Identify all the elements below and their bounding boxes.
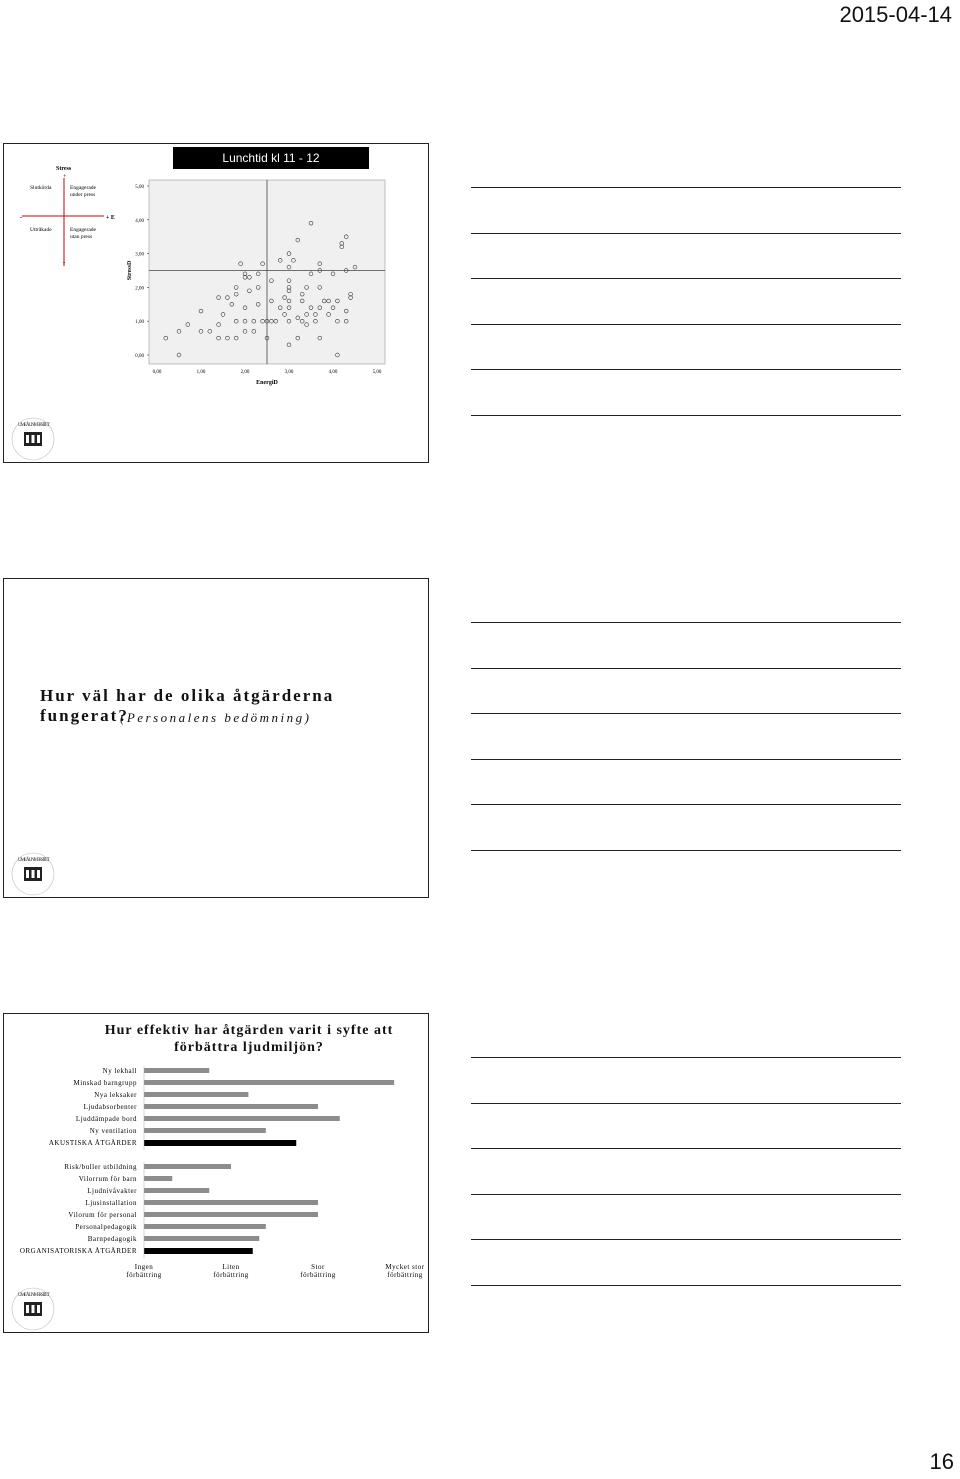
note-line (471, 1103, 901, 1104)
university-logo (10, 1286, 56, 1332)
bar-chart (4, 1058, 430, 1328)
note-line (471, 415, 901, 416)
quadrant-minus-bottom: - (63, 258, 66, 266)
bar (144, 1068, 209, 1073)
bar (144, 1128, 266, 1133)
bar-label: ORGANISATORISKA ÅTGÄRDER (19, 1247, 137, 1255)
note-line (471, 233, 901, 234)
y-axis-label: StressD (127, 260, 133, 281)
slide-2-subtitle: (Personalens bedömning) (120, 710, 312, 725)
bar-label: Ljuddämpade bord (75, 1115, 137, 1123)
note-line (471, 278, 901, 279)
note-line (471, 1057, 901, 1058)
x-tick-label-line2: förbättring (300, 1271, 336, 1279)
y-tick-label: 5,00 (135, 185, 144, 190)
note-line (471, 850, 901, 851)
note-line (471, 804, 901, 805)
quadrant-and-scatter (4, 156, 424, 411)
quadrant-diagram (20, 166, 115, 266)
bar-label: Ny lekhall (102, 1067, 137, 1075)
slide-2 (3, 578, 429, 898)
x-tick-label-line2: förbättring (126, 1271, 162, 1279)
quadrant-cell-1b: under press (70, 192, 96, 198)
slide-1-title: Lunchtid kl 11 - 12 (173, 147, 369, 169)
slide-1 (3, 143, 429, 463)
umea-seal-icon (10, 851, 56, 897)
summary-bar (144, 1248, 253, 1254)
page-number: 16 (929, 1449, 954, 1474)
quadrant-cell-3b: utan press (70, 234, 93, 240)
bar (144, 1164, 231, 1169)
x-tick-label-line1: Liten (222, 1263, 240, 1271)
quadrant-cell-1a: Engagerade (70, 185, 96, 191)
note-line (471, 187, 901, 188)
page-date: 2015-04-14 (839, 2, 952, 27)
bar-label: Ny ventilation (89, 1127, 137, 1135)
bar (144, 1200, 318, 1205)
quadrant-cell-3a: Engagerade (70, 227, 96, 233)
x-tick-label: 2,00 (240, 370, 250, 375)
bar-label: AKUSTISKA ÅTGÄRDER (48, 1139, 137, 1147)
bar-label: Ljusinstallation (85, 1199, 137, 1207)
note-line (471, 1194, 901, 1195)
scatter-plot (127, 180, 385, 386)
bar (144, 1224, 266, 1229)
x-tick-label: 0,00 (152, 370, 162, 375)
x-tick-label: 4,00 (328, 370, 338, 375)
university-logo (10, 851, 56, 897)
slide-2-title: Hur väl har de olika åtgärderna fungerat? (40, 686, 335, 725)
bar (144, 1116, 340, 1121)
x-tick-label: 3,00 (284, 370, 294, 375)
summary-bar (144, 1140, 296, 1146)
y-tick-label: 0,00 (135, 354, 144, 359)
x-tick-label: 5,00 (372, 370, 382, 375)
logo-text: UMEÅ UNIVERSITET (18, 1293, 50, 1298)
slide-3-title-line1: Hur effektiv har åtgärden varit i syfte att (104, 1023, 394, 1038)
slide-3-title (99, 1022, 399, 1056)
x-tick-label: 1,00 (196, 370, 206, 375)
bar-label: Nya leksaker (94, 1091, 137, 1099)
umea-seal-icon (10, 416, 56, 462)
bar (144, 1236, 259, 1241)
y-tick-label: 1,00 (135, 320, 144, 326)
logo-text: UMEÅ UNIVERSITET (18, 423, 50, 428)
y-tick-label: 3,00 (135, 252, 144, 258)
x-tick-label-line1: Ingen (134, 1263, 154, 1271)
note-line (471, 713, 901, 714)
bar-label: Ljudnivåvakter (87, 1187, 137, 1195)
y-tick-label: 4,00 (135, 218, 144, 224)
bar (144, 1092, 248, 1097)
note-line (471, 1285, 901, 1286)
logo-text: UMEÅ UNIVERSITET (18, 858, 50, 863)
bar (144, 1104, 318, 1109)
note-line (471, 622, 901, 623)
bar (144, 1188, 209, 1193)
y-tick-label: 2,00 (135, 286, 144, 292)
x-tick-label-line2: förbättring (387, 1271, 423, 1279)
quadrant-minus-left: - (20, 213, 23, 221)
x-axis-label: EnergiD (256, 380, 278, 386)
x-tick-label-line1: Mycket stor (385, 1263, 425, 1271)
quadrant-right-label: + E (106, 215, 115, 221)
quadrant-plus-top: + (63, 174, 67, 180)
bar (144, 1080, 394, 1085)
bar-label: Ljudabsorbenter (83, 1103, 137, 1111)
note-line (471, 759, 901, 760)
bar-label: Minskad barngrupp (73, 1079, 137, 1087)
bar (144, 1176, 172, 1181)
note-line (471, 1239, 901, 1240)
note-line (471, 324, 901, 325)
note-line (471, 668, 901, 669)
bar (144, 1212, 318, 1217)
x-tick-label-line2: förbättring (213, 1271, 249, 1279)
bar-label: Barnpedagogik (87, 1235, 137, 1243)
slide-3-title-line2: förbättra ljudmiljön? (174, 1040, 324, 1055)
note-line (471, 369, 901, 370)
quadrant-top-label: Stress (56, 166, 72, 172)
bar-label: Risk/buller utbildning (64, 1163, 137, 1171)
note-line (471, 1148, 901, 1149)
umea-seal-icon (10, 1286, 56, 1332)
quadrant-cell-2: Uttråkade (30, 227, 52, 233)
university-logo (10, 416, 56, 462)
x-tick-label-line1: Stor (311, 1263, 325, 1271)
bar-label: Vilorrum för barn (78, 1175, 137, 1183)
quadrant-cell-0: Slutkörda (30, 185, 52, 191)
bar-label: Personalpedagogik (75, 1223, 137, 1231)
bar-label: Vilorum för personal (68, 1211, 137, 1219)
slide-3 (3, 1013, 429, 1333)
